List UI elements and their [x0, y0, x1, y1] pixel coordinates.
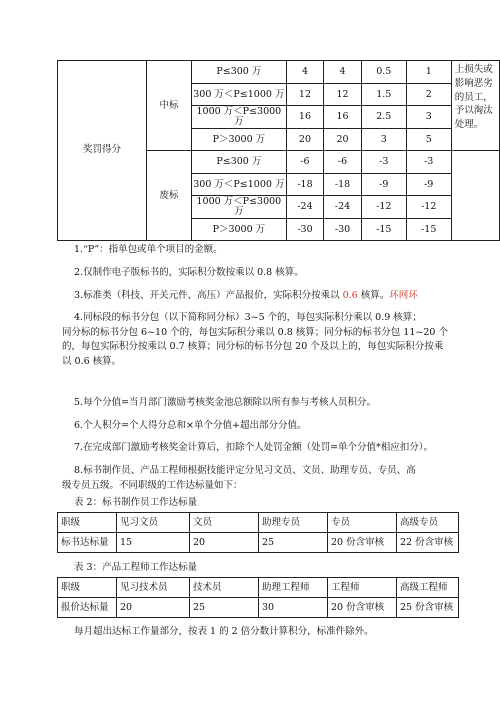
note-6: 6.个人积分=个人得分总和×单个分值+超出部分分值。	[74, 420, 307, 431]
table-3-header-cell: 助理工程师	[259, 578, 328, 598]
table-3-cell: 30	[259, 598, 328, 618]
score-cell: -24	[324, 196, 362, 219]
score-cell: 1	[406, 61, 451, 84]
score-cell: 20	[324, 128, 362, 151]
score-cell: 2	[406, 83, 451, 106]
note-cell: 上损失或影响恶劣的员工，予以淘汰处理。	[451, 61, 499, 151]
table-3-cell: 20 份含审核	[328, 598, 397, 618]
score-cell: 3	[406, 106, 451, 129]
table-2-header-cell: 见习文员	[117, 513, 190, 533]
score-cell: -6	[286, 151, 324, 174]
table-3-header-cell: 高级工程师	[397, 578, 459, 598]
score-cell: -30	[286, 218, 324, 241]
score-cell: 12	[324, 83, 362, 106]
table-2-header-cell: 职级	[58, 513, 117, 533]
note-8-rest: 级专员五级。不同职级的工作达标量如下：	[62, 479, 243, 491]
table-2-header-cell: 专员	[328, 513, 397, 533]
score-cell: -24	[286, 196, 324, 219]
note-2: 2.仅制作电子版标书的，实际积分数按乘以 0.8 核算。	[74, 267, 304, 278]
table-3-header-row	[58, 578, 459, 598]
amount-range-cell: 300 万＜P≤1000 万	[192, 173, 287, 196]
score-cell: -12	[361, 196, 406, 219]
empty-note-cell	[451, 151, 499, 241]
score-cell: -12	[406, 196, 451, 219]
score-cell: 4	[286, 61, 324, 84]
table-1-row	[58, 61, 500, 84]
note-8	[62, 464, 452, 493]
note-4	[62, 311, 452, 370]
score-cell: -9	[361, 173, 406, 196]
score-cell: -9	[406, 173, 451, 196]
amount-range-cell: P＞3000 万	[192, 218, 287, 241]
note-8-first: 8.标书制作员、产品工程师根据技能评定分见习文员、文员、助理专员、专员、高	[74, 465, 416, 476]
table-2-header-row	[58, 513, 459, 533]
reward-penalty-table	[57, 60, 500, 241]
footer-note: 每月超出达标工作量部分，按表 1 的 2 倍分数计算积分，标准件除外。	[74, 626, 374, 637]
table-2-cell: 25	[259, 533, 328, 553]
amount-range-cell: P≤300 万	[192, 151, 287, 174]
table-2-data-row	[58, 533, 459, 553]
score-cell: -3	[406, 151, 451, 174]
table-3-cell: 25 份含审核	[397, 598, 459, 618]
amount-range-cell: 300 万＜P≤1000 万	[192, 83, 287, 106]
note-3-text: 3.标准类（科技、开关元件、高压）产品报价，实际积分按乘以	[74, 290, 343, 301]
score-cell: 2.5	[361, 106, 406, 129]
table-2-cell: 15	[117, 533, 190, 553]
note-3-tail: 核算。	[357, 290, 390, 301]
note-7: 7.在完成部门激励考核奖金计算后，扣除个人处罚金额（处罚=单个分值*相应扣分）。	[74, 442, 434, 453]
table-3-data-row	[58, 598, 459, 618]
table-2	[57, 512, 459, 553]
score-cell: 1.5	[361, 83, 406, 106]
score-cell: -3	[361, 151, 406, 174]
note-5: 5.每个分值=当月部门激励考核奖金池总额除以所有参与考核人员积分。	[74, 397, 377, 408]
score-cell: -30	[324, 218, 362, 241]
score-cell: 20	[286, 128, 324, 151]
table-3-header-cell: 见习技术员	[117, 578, 190, 598]
score-cell: 16	[324, 106, 362, 129]
score-cell: -18	[324, 173, 362, 196]
note-4-rest: 同分标的标书分包 6~10 个的，每包实际积分乘以 0.8 核算；同分标的标书分包 11~20 个的，每包实际积分按乘以 0.7 核算；同分标的标书分包 20 个及以上的，每包实际积分按乘以 0.6 核算。	[62, 326, 448, 368]
score-cell: 3	[361, 128, 406, 151]
category-cell: 奖罚得分	[58, 61, 147, 241]
table-3-header-cell: 职级	[58, 578, 117, 598]
table-2-header-cell: 助理专员	[259, 513, 328, 533]
amount-range-cell: 1000 万＜P≤3000 万	[192, 196, 287, 219]
score-cell: 4	[324, 61, 362, 84]
score-cell: 16	[286, 106, 324, 129]
amount-range-cell: P＞3000 万	[192, 128, 287, 151]
note-4-first: 4.同标段的标书分包（以下简称同分标）3~5 个的，每包实际积分乘以 0.9 核算；	[74, 312, 422, 323]
score-cell: 0.5	[361, 61, 406, 84]
table-3-cell: 20	[117, 598, 190, 618]
table-2-header-cell: 高级专员	[397, 513, 459, 533]
note-3-highlight-2: 环网环	[389, 290, 418, 301]
score-cell: -15	[406, 218, 451, 241]
table-3-cell: 25	[190, 598, 259, 618]
group-label-cell: 中标	[147, 61, 192, 151]
note-3	[74, 289, 454, 304]
table-3-caption: 表 3：产品工程师工作达标量	[74, 562, 198, 573]
group-label-cell: 废标	[147, 151, 192, 241]
table-3-header-cell: 工程师	[328, 578, 397, 598]
amount-range-cell: P≤300 万	[192, 61, 287, 84]
score-cell: 5	[406, 128, 451, 151]
table-2-cell: 20	[190, 533, 259, 553]
score-cell: -6	[324, 151, 362, 174]
table-3-header-cell: 技术员	[190, 578, 259, 598]
table-2-cell: 20 份含审核	[328, 533, 397, 553]
table-2-cell: 22 份含审核	[397, 533, 459, 553]
table-2-header-cell: 文员	[190, 513, 259, 533]
score-cell: 12	[286, 83, 324, 106]
table-2-caption: 表 2：标书制作员工作达标量	[74, 497, 198, 508]
table-3	[57, 577, 459, 618]
table-3-cell: 报价达标量	[58, 598, 117, 618]
note-1: 1.“P”：指单包或单个项目的金额。	[74, 244, 223, 255]
note-3-highlight: 0.6	[342, 290, 358, 301]
score-cell: -18	[286, 173, 324, 196]
score-cell: -15	[361, 218, 406, 241]
amount-range-cell: 1000 万＜P≤3000 万	[192, 106, 287, 129]
table-2-cell: 标书达标量	[58, 533, 117, 553]
